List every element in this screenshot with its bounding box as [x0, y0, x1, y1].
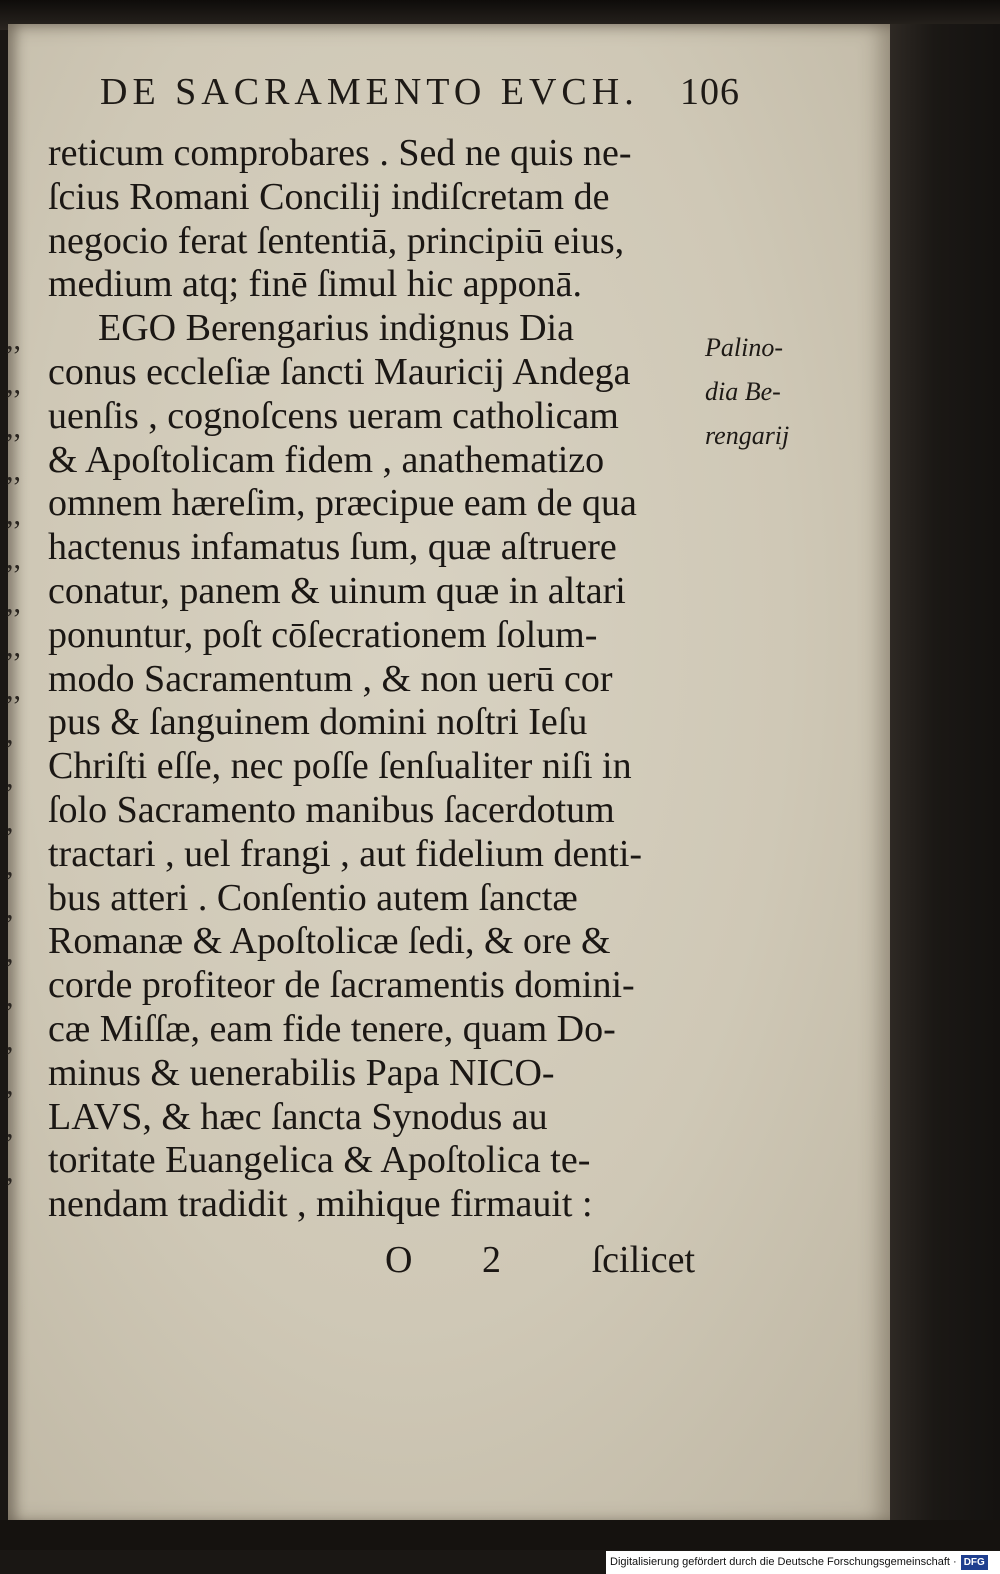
text-line: conatur, panem & uinum quæ in altari — [48, 569, 626, 612]
text-line: minus & uenerabilis Papa NICO- — [48, 1051, 555, 1094]
text-line: nendam tradidit , mihique firmauit : — [48, 1183, 593, 1226]
text-line: tractari , uel frangi , aut fidelium denti- — [48, 832, 643, 875]
text-line: reticum comprobares . Sed ne quis ne- — [48, 132, 632, 174]
text-line: medium atq; finē ſimul hic apponā. — [48, 263, 582, 306]
text-line: cæ Miſſæ, eam fide tenere, quam Do- — [48, 1007, 616, 1050]
running-head — [100, 70, 740, 114]
main-text-block — [48, 132, 698, 1227]
marginal-note-line: dia Be- — [705, 377, 781, 406]
quote-mark: ,, — [6, 410, 21, 444]
page-right-shadow — [890, 24, 1000, 1524]
text-line: ſcius Romani Concilij indiſcretam de — [48, 175, 610, 218]
quote-mark: , — [6, 717, 14, 751]
quote-mark: , — [6, 1023, 14, 1057]
quote-mark: , — [6, 848, 14, 882]
page-bottom-edge — [0, 1520, 1000, 1550]
marginal-note-line: rengarij — [705, 421, 790, 450]
text-line: LAVS, & hæc ſancta Synodus au — [48, 1095, 548, 1138]
catchline — [385, 1238, 695, 1282]
text-line: pus & ſanguinem domini noſtri Ieſu — [48, 701, 588, 744]
quote-mark: ,, — [6, 366, 21, 400]
text-line: omnem hæreſim, præcipue eam de qua — [48, 482, 637, 525]
text-line: EGO Berengarius indignus Dia — [98, 307, 574, 350]
folio-number: 106 — [680, 71, 740, 113]
quote-mark: , — [6, 804, 14, 838]
quote-mark: ,, — [6, 541, 21, 575]
text-line: hactenus infamatus ſum, quæ aſtruere — [48, 526, 617, 569]
text-line: & Apoſtolicam fidem , anathematizo — [48, 438, 605, 481]
text-line: ponuntur, poſt cōſecrationem ſolum- — [48, 613, 598, 656]
marginal-note — [705, 326, 820, 458]
quote-mark: , — [6, 1067, 14, 1101]
quotation-marks-column — [6, 318, 46, 1238]
quote-mark: ,, — [6, 454, 21, 488]
quote-mark: , — [6, 979, 14, 1013]
text-line: conus eccleſiæ ſancti Mauricij Andega — [48, 350, 631, 393]
text-line: Romanæ & Apoſtolicæ ſedi, & ore & — [48, 920, 611, 963]
quote-mark: , — [6, 1111, 14, 1145]
quote-mark: ,, — [6, 673, 21, 707]
text-line: toritate Euangelica & Apoſtolica te- — [48, 1139, 591, 1182]
quote-mark: , — [6, 892, 14, 926]
quote-mark: ,, — [6, 323, 21, 356]
signature-mark: O 2 — [385, 1239, 531, 1281]
marginal-note-line: Palino- — [705, 333, 783, 362]
dfg-logo: DFG — [961, 1555, 988, 1570]
quote-mark: , — [6, 936, 14, 970]
text-line: negocio ferat ſententiā, principiū eius, — [48, 219, 625, 262]
catchword: ſcilicet — [591, 1239, 695, 1281]
text-line: bus atteri . Conſentio autem ſanctæ — [48, 876, 578, 919]
text-line: uenſis , cognoſcens ueram catholicam — [48, 394, 619, 437]
quote-mark: ,, — [6, 629, 21, 663]
quote-mark: ,, — [6, 585, 21, 619]
quote-mark: ,, — [6, 498, 21, 532]
quote-mark: , — [6, 760, 14, 794]
text-line: ſolo Sacramento manibus ſacerdotum — [48, 788, 615, 831]
footer-text: Digitalisierung gefördert durch die Deutsche Forschungsgemeinschaft · — [610, 1556, 957, 1568]
quote-mark — [6, 1194, 46, 1238]
quote-mark: , — [6, 1155, 14, 1189]
text-line: Chriſti eſſe, nec poſſe ſenſualiter niſi in — [48, 745, 632, 788]
digitization-footer — [606, 1551, 1000, 1574]
text-line: modo Sacramentum , & non uerū cor — [48, 657, 613, 700]
running-head-title: DE SACRAMENTO EVCH. — [100, 71, 639, 113]
text-line: corde profiteor de ſacramentis domini- — [48, 964, 635, 1007]
